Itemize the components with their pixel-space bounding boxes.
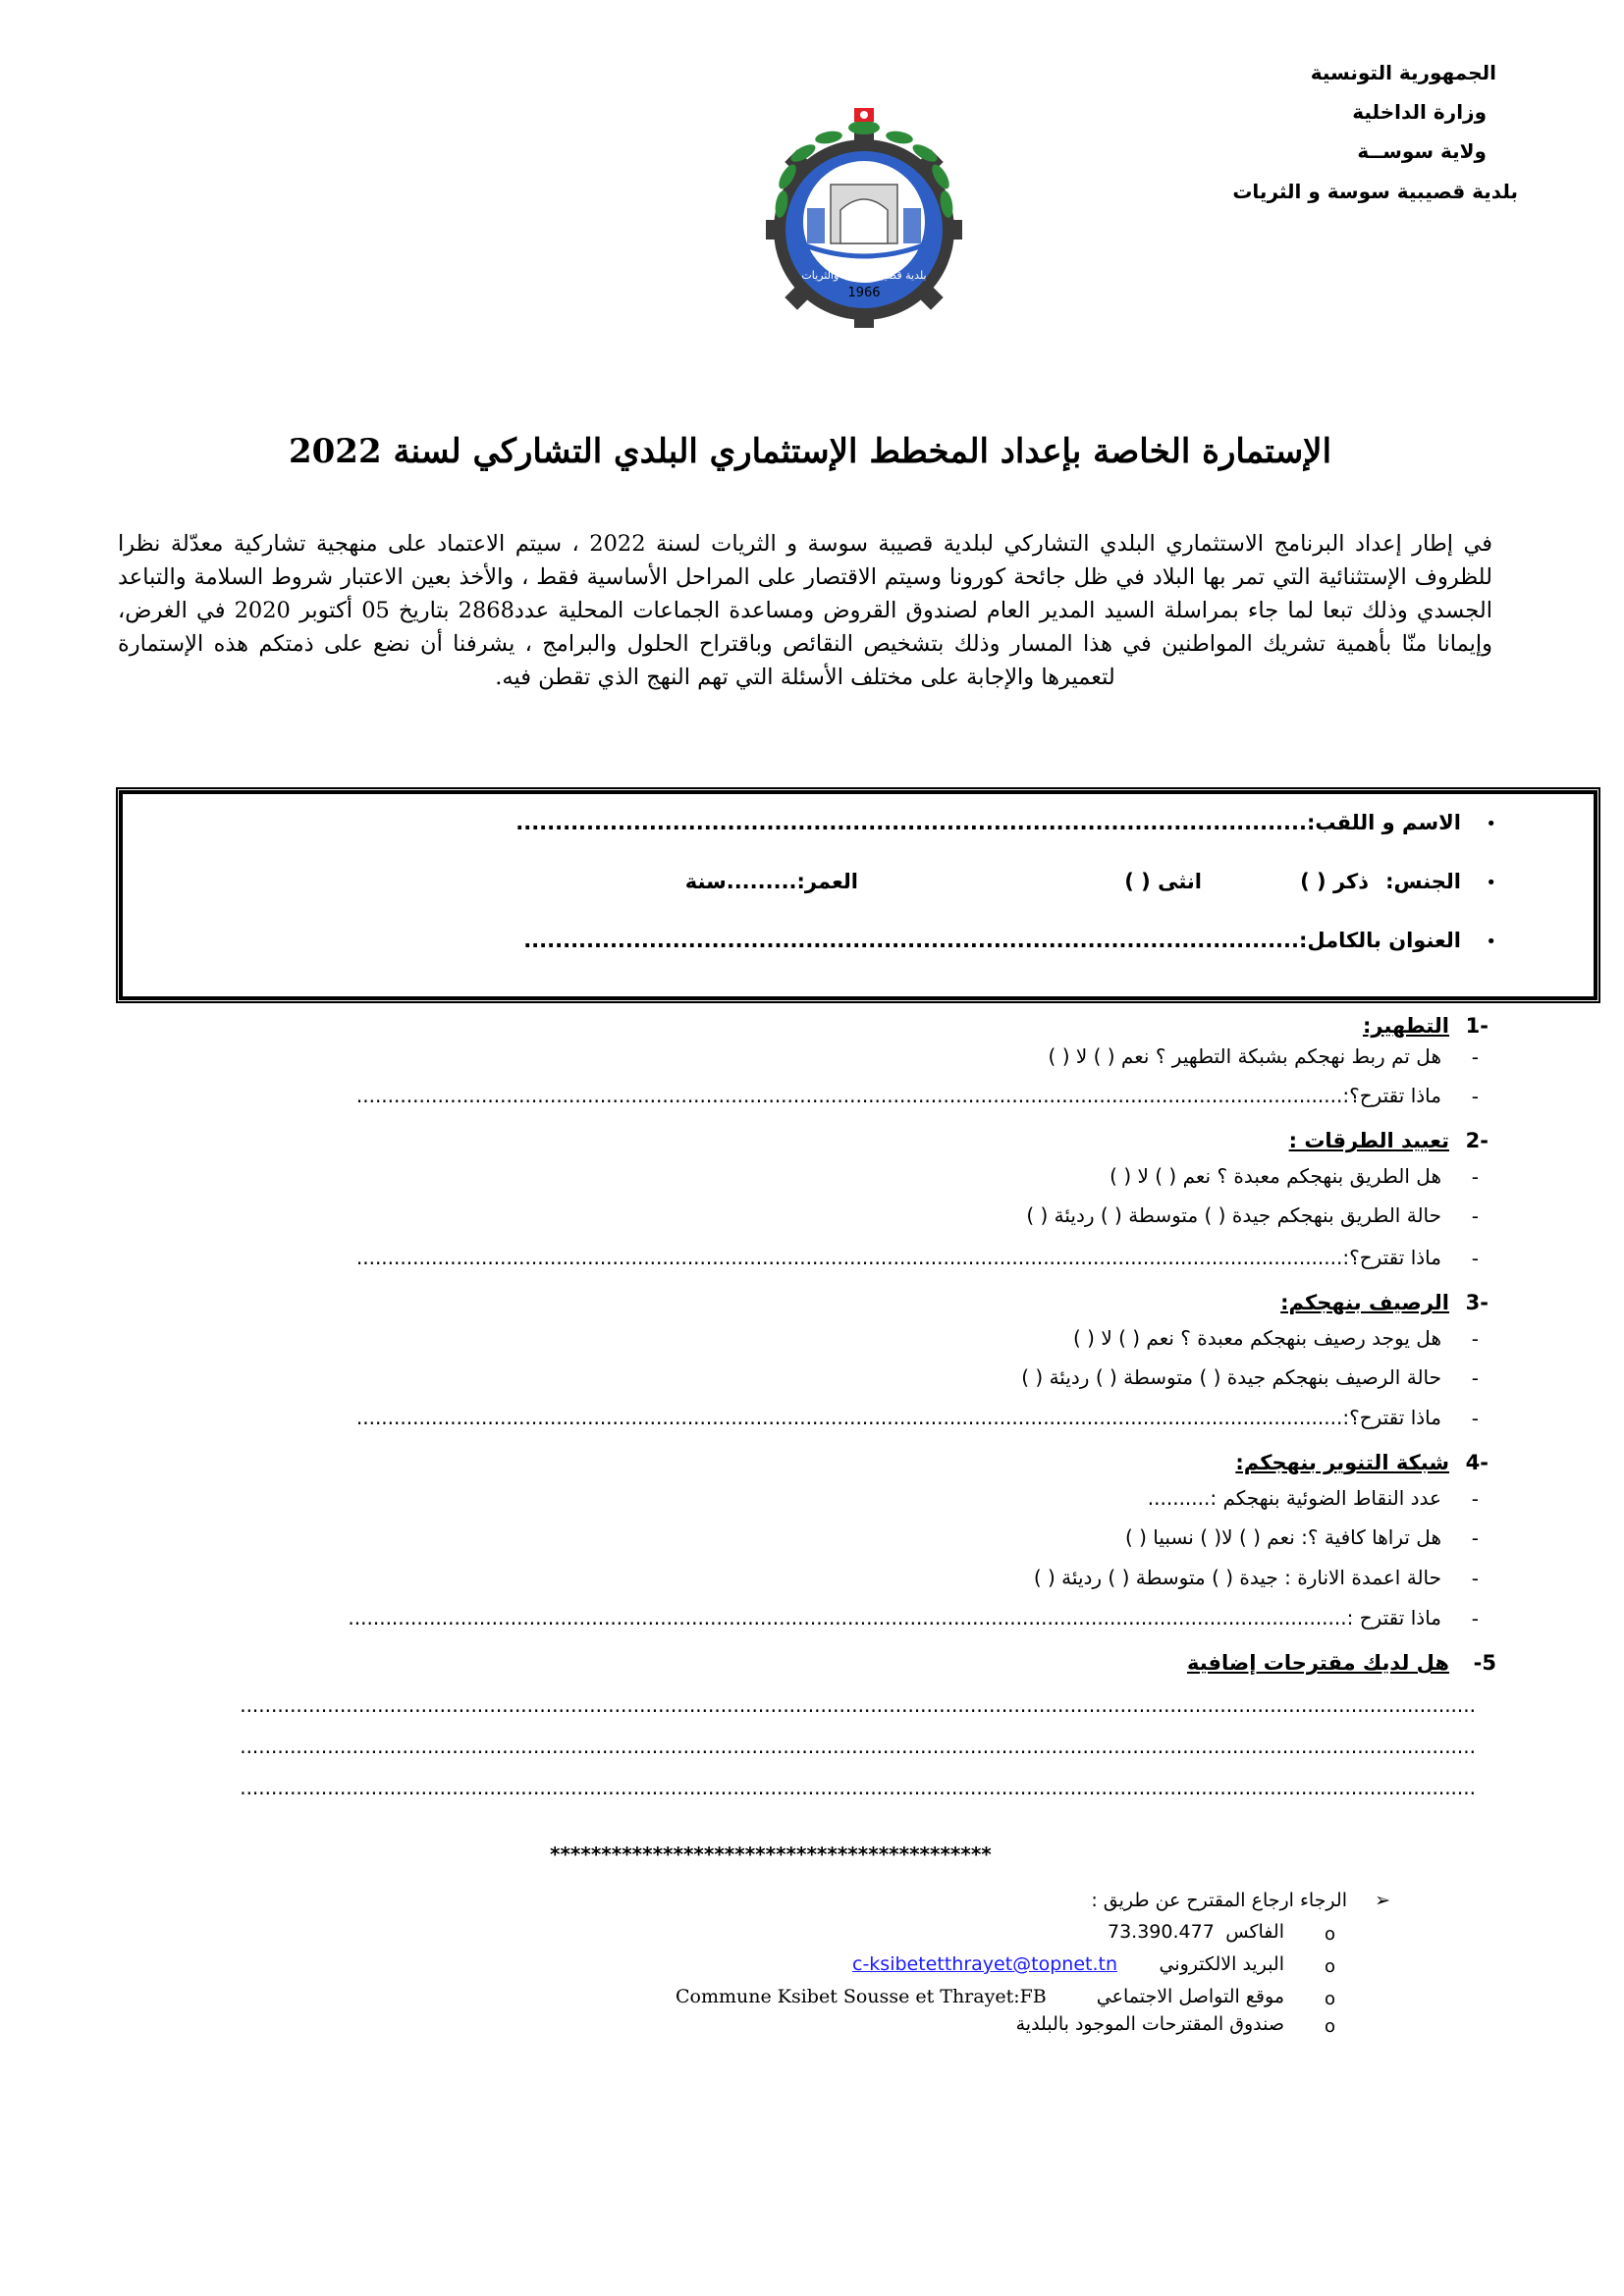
header-ministry: وزارة الداخلية [1352, 100, 1487, 124]
email-label: البريد الالكتروني [1159, 1953, 1284, 1975]
dash: - [1471, 1204, 1479, 1228]
sidewalk-suggestion-field[interactable]: ماذا تقترح؟:.............................................................................................................................................................. [355, 1406, 1441, 1429]
light-points-count-field[interactable]: عدد النقاط الضوئية بنهجكم :.......... [1147, 1486, 1441, 1510]
social-label: موقع التواصل الاجتماعي [1096, 1986, 1284, 2007]
sidewalk-paved-question[interactable]: هل يوجد رصيف بنهجكم معبدة ؟ نعم ( ) لا ( ) [1073, 1326, 1441, 1350]
roads-suggestion-field[interactable]: ماذا تقترح؟:.............................................................................................................................................................. [355, 1246, 1441, 1269]
section-title-roads: تعبيد الطرقات : [1288, 1129, 1449, 1152]
arrow-icon: ➢ [1375, 1890, 1390, 1911]
dash: - [1471, 1165, 1479, 1189]
light-poles-condition-question[interactable]: حالة اعمدة الانارة : جيدة ( ) متوسطة ( ) رديئة ( ) [1033, 1566, 1441, 1589]
header-republic: الجمهورية التونسية [1310, 61, 1496, 84]
municipality-logo [744, 94, 984, 334]
dash: - [1471, 1407, 1479, 1430]
bullet-icon: • [1486, 932, 1496, 952]
header-governorate: ولاية سوســة [1357, 139, 1487, 163]
logo-year: 1966 [847, 286, 881, 300]
suggestion-box-text: صندوق المقترحات الموجود بالبلدية [1015, 2013, 1284, 2035]
return-instructions: الرجاء ارجاع المقترح عن طريق : [1091, 1890, 1347, 1911]
dash: - [1471, 1526, 1479, 1550]
road-condition-question[interactable]: حالة الطريق بنهجكم جيدة ( ) متوسطة ( ) رديئة ( ) [1026, 1203, 1441, 1227]
gender-label: الجنس: [1385, 870, 1461, 893]
sidewalk-condition-question[interactable]: حالة الرصيف بنهجكم جيدة ( ) متوسطة ( ) رديئة ( ) [1021, 1365, 1441, 1389]
dash: - [1471, 1085, 1479, 1108]
intro-paragraph: في إطار إعداد البرنامج الاستثماري البلدي التشاركي لبلدية قصيبة سوسة و الثريات لسنة 2022 ، سيتم الاعتماد على منهجية تشاركية معدّلة نظرا للظروف الإستثنائية التي تمر بها البلاد في ظل جائحة كورونا وسيتم الاقتصار على المراحل الأساسية فقط ، والأخذ بعين الاعتبار شروط السلامة والتباعد الجسدي وذلك تبعا لما جاء بمراسلة السيد المدير العام لصندوق القروض ومساعدة الجماعات المحلية عدد2868 بتاريخ 05 أكتوبر 2020 في الغرض، وإيمانا منّا بأهمية تشريك المواطنين في هذا المسار وذلك بتشخيص النقائص وباقتراح الحلول والبرامج ، يشرفنا أن نضع على ذمتكم هذه الإستمارة لتعميرها والإجابة على مختلف الأسئلة التي تهم النهج الذي تقطن فيه. [118, 531, 1493, 690]
circle-bullet-icon: o [1324, 1956, 1335, 1977]
section-number: 3- [1465, 1291, 1489, 1314]
section-number: 2- [1465, 1129, 1489, 1152]
gender-male-option[interactable]: ذكر ( ) [1300, 870, 1369, 893]
circle-bullet-icon: o [1324, 2016, 1335, 2037]
address-field[interactable]: العنوان بالكامل:................................................................................................... [523, 929, 1461, 952]
section-title-sanitation: التطهير: [1362, 1014, 1449, 1038]
sanitation-suggestion-field[interactable]: ماذا تقترح؟:.............................................................................................................................................................. [355, 1084, 1441, 1107]
gender-female-option[interactable]: انثى ( ) [1124, 870, 1202, 893]
lighting-suggestion-field[interactable]: ماذا تقترح :................................................................................................................................................................ [348, 1606, 1441, 1629]
dash: - [1471, 1247, 1479, 1270]
social-page: Commune Ksibet Sousse et Thrayet:FB [676, 1986, 1047, 2007]
section-title-sidewalk: الرصيف بنهجكم: [1280, 1291, 1449, 1314]
section-title-additional: هل لديك مقترحات إضافية [1186, 1651, 1449, 1675]
circle-bullet-icon: o [1324, 1924, 1335, 1945]
dash: - [1471, 1327, 1479, 1351]
header-municipality: بلدية قصيبية سوسة و الثريات [1232, 180, 1518, 203]
additional-suggestion-line[interactable]: ...................................................................................................................................................................................................... [240, 1735, 1476, 1758]
section-title-lighting: شبكة التنوير بنهجكم: [1235, 1451, 1449, 1474]
section-number: 4- [1465, 1451, 1489, 1474]
dash: - [1471, 1567, 1479, 1590]
section-number: 1- [1465, 1014, 1489, 1038]
fax-number: 73.390.477 [1108, 1921, 1215, 1943]
age-field[interactable]: العمر:.........سنة [684, 870, 858, 893]
road-paved-question[interactable]: هل الطريق بنهجكم معبدة ؟ نعم ( ) لا ( ) [1110, 1164, 1441, 1188]
fax-label: الفاكس [1225, 1921, 1284, 1943]
bullet-icon: • [1486, 814, 1496, 834]
sanitation-connection-question[interactable]: هل تم ربط نهجكم بشبكة التطهير ؟ نعم ( ) لا ( ) [1048, 1044, 1441, 1068]
circle-bullet-icon: o [1324, 1989, 1335, 2009]
bullet-icon: • [1486, 873, 1496, 893]
email-link[interactable]: c-ksibetetthrayet@topnet.tn [852, 1953, 1117, 1975]
dash: - [1471, 1045, 1479, 1069]
page-title: الإستمارة الخاصة بإعداد المخطط الإستثماري البلدي التشاركي لسنة 2022 [288, 432, 1332, 471]
dash: - [1471, 1487, 1479, 1511]
section-number: -5 [1473, 1651, 1496, 1675]
dash: - [1471, 1366, 1479, 1390]
lighting-sufficient-question[interactable]: هل تراها كافية ؟: نعم ( ) لا( ) نسبيا ( ) [1124, 1525, 1441, 1549]
separator-stars: ******************************************* [550, 1842, 992, 1866]
name-field[interactable]: الاسم و اللقب:..................................................................................................... [515, 811, 1461, 834]
logo-text: بلدية قصيبة سوسة والثريات [801, 269, 927, 282]
additional-suggestion-line[interactable]: ...................................................................................................................................................................................................... [240, 1693, 1476, 1717]
additional-suggestion-line[interactable]: ...................................................................................................................................................................................................... [240, 1776, 1476, 1799]
dash: - [1471, 1607, 1479, 1630]
